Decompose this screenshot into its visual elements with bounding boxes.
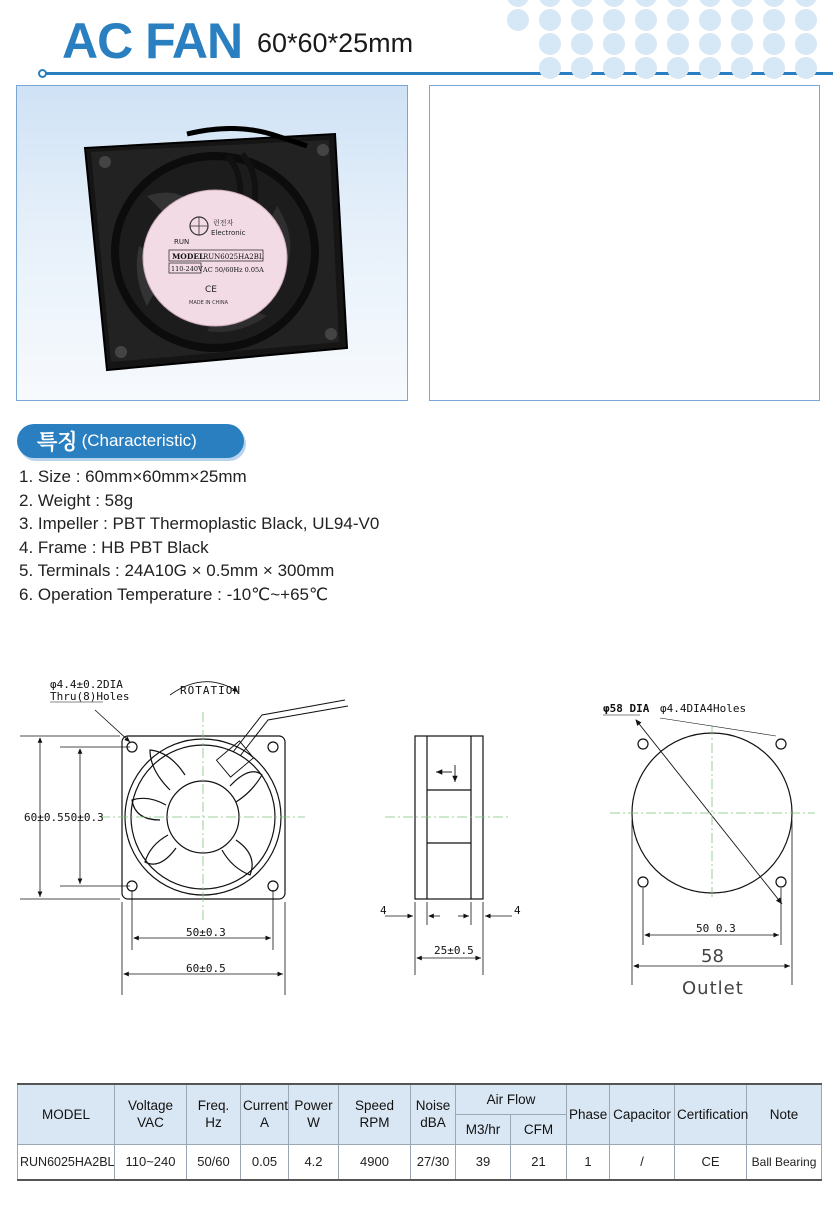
cell-model: RUN6025HA2BL [18, 1144, 115, 1180]
dim-60-vertical: 60±0.5 [24, 811, 64, 824]
characteristic-item: 4. Frame : HB PBT Black [19, 537, 209, 557]
header-current-unit: A [259, 1115, 269, 1131]
fan-product-photo [77, 126, 349, 376]
outlet-dim-58: 58 [701, 946, 724, 967]
decorative-dot [603, 57, 625, 79]
photo-label-company-ko: 런전자 [213, 219, 234, 227]
header-cfm: CFM [511, 1114, 567, 1144]
decorative-dot [795, 57, 817, 79]
decorative-dot [763, 57, 785, 79]
characteristic-item: 3. Impeller : PBT Thermoplastic Black, UL94-V0 [19, 514, 380, 534]
photo-label-ce: CE [205, 285, 217, 295]
spec-table [17, 1083, 822, 1181]
technical-drawing [0, 640, 833, 1010]
characteristic-heading [17, 424, 244, 458]
decorative-dot [667, 57, 689, 79]
decorative-dot [731, 33, 753, 55]
side-view [415, 736, 483, 899]
photo-label-model: RUN6025HA2BL [203, 253, 264, 261]
photo-label-brand: RUN [174, 238, 190, 246]
cell-freq: 50/60 [187, 1144, 241, 1180]
header-voltage [115, 1084, 187, 1144]
dim-50-vertical: 50±0.3 [64, 811, 104, 824]
characteristic-heading-en: (Characteristic) [81, 431, 197, 450]
page-header [0, 0, 833, 84]
photo-label-made-in: MADE IN CHINA [189, 300, 229, 306]
header-phase: Phase [567, 1084, 610, 1144]
decorative-dot [539, 0, 561, 7]
header-model: MODEL [18, 1084, 115, 1144]
decorative-dot [571, 33, 593, 55]
decorative-dot [763, 9, 785, 31]
header-certification: Certification [675, 1084, 747, 1144]
cell-current: 0.05 [241, 1144, 289, 1180]
decorative-dot [699, 0, 721, 7]
photo-label-voltage: 110-240V [171, 265, 203, 273]
decorative-dot [571, 9, 593, 31]
header-note: Note [747, 1084, 822, 1144]
front-view [122, 700, 348, 899]
cell-note: Ball Bearing [747, 1144, 822, 1180]
cell-cfm: 21 [511, 1144, 567, 1180]
characteristic-item: 2. Weight : 58g [19, 490, 134, 510]
dim-50-horizontal: 50±0.3 [186, 926, 226, 939]
decorative-dot [731, 57, 753, 79]
header-voltage-unit: VAC [137, 1115, 164, 1131]
characteristic-item: 1. Size : 60mm×60mm×25mm [19, 467, 247, 486]
side-dim-right: 4 [514, 904, 521, 917]
cell-power: 4.2 [289, 1144, 339, 1180]
decorative-dot [667, 0, 689, 7]
dim-60-horizontal: 60±0.5 [186, 962, 226, 975]
header-power-label: Power [294, 1098, 333, 1114]
decorative-dot [795, 33, 817, 55]
decorative-dot [635, 33, 657, 55]
decorative-dot [667, 9, 689, 31]
decorative-dot [635, 9, 657, 31]
decorative-dot [507, 0, 529, 7]
header-voltage-label: Voltage [127, 1098, 174, 1114]
decorative-dot [507, 9, 529, 31]
characteristic-item: 5. Terminals : 24A10G × 0.5mm × 300mm [19, 561, 335, 581]
decorative-dot [539, 33, 561, 55]
header-freq-label: Freq. [197, 1098, 230, 1114]
photo-label-rating: AC 50/60Hz 0.05A [203, 266, 264, 274]
decorative-dot [603, 33, 625, 55]
decorative-dot [571, 57, 593, 79]
decorative-dot [699, 33, 721, 55]
header-m3hr: M3/hr [456, 1114, 511, 1144]
header-power-unit: W [307, 1115, 320, 1131]
header-speed-label: Speed [354, 1098, 395, 1114]
cell-voltage: 110~240 [115, 1144, 187, 1180]
header-freq-unit: Hz [205, 1115, 222, 1131]
decorative-dot [571, 0, 593, 7]
hole-spec-line2: Thru(8)Holes [50, 690, 130, 703]
header-freq [187, 1084, 241, 1144]
header-power [289, 1084, 339, 1144]
outlet-label: Outlet [682, 978, 744, 999]
decorative-dot [667, 33, 689, 55]
characteristic-item: 6. Operation Temperature : -10℃~+65℃ [19, 584, 329, 604]
header-rule-dot [38, 69, 47, 78]
decorative-dot [795, 0, 817, 7]
outlet-holes-label: φ4.4DIA4Holes [660, 702, 747, 715]
decorative-dot [699, 9, 721, 31]
header-capacitor: Capacitor [610, 1084, 675, 1144]
product-photo-frame [16, 85, 408, 401]
header-speed [339, 1084, 411, 1144]
cell-phase: 1 [567, 1144, 610, 1180]
outlet-dim-50: 50 0.3 [696, 922, 736, 935]
decorative-dot [699, 57, 721, 79]
cell-noise: 27/30 [411, 1144, 456, 1180]
header-speed-unit: RPM [359, 1115, 390, 1131]
decorative-dot [763, 0, 785, 7]
cell-capacitor: / [610, 1144, 675, 1180]
outlet-dia-label: φ58 DIA [603, 702, 650, 715]
photo-label-company-en: Electronic [211, 229, 246, 237]
header-current-label: Current [243, 1098, 289, 1114]
header-noise-unit: dBA [420, 1115, 446, 1131]
decorative-dot-pattern [506, 0, 833, 80]
decorative-dot [539, 9, 561, 31]
characteristic-heading-ko: 특징 [37, 431, 78, 454]
cell-certification: CE [675, 1144, 747, 1180]
rotation-label: ROTATION [180, 684, 241, 697]
decorative-dot [635, 57, 657, 79]
decorative-dot [603, 0, 625, 7]
page-subtitle: 60*60*25mm [257, 28, 414, 58]
table-row [18, 1144, 822, 1180]
decorative-dot [635, 0, 657, 7]
side-dim-depth: 25±0.5 [434, 944, 474, 957]
header-current [241, 1084, 289, 1144]
side-dim-left: 4 [380, 904, 387, 917]
cell-speed: 4900 [339, 1144, 411, 1180]
page-title: AC FAN [62, 13, 243, 69]
decorative-dot [603, 9, 625, 31]
header-noise [411, 1084, 456, 1144]
photo-label-model-prefix: MODEL [172, 252, 205, 261]
decorative-dot [795, 9, 817, 31]
hole-spec-line1: φ4.4±0.2DIA [50, 678, 123, 691]
decorative-dot [539, 57, 561, 79]
characteristic-list [19, 465, 379, 607]
decorative-dot [731, 0, 753, 7]
cell-m3hr: 39 [456, 1144, 511, 1180]
decorative-dot [763, 33, 785, 55]
empty-photo-frame [429, 85, 820, 401]
header-noise-label: Noise [415, 1098, 451, 1114]
decorative-dot [731, 9, 753, 31]
header-airflow: Air Flow [456, 1084, 567, 1114]
